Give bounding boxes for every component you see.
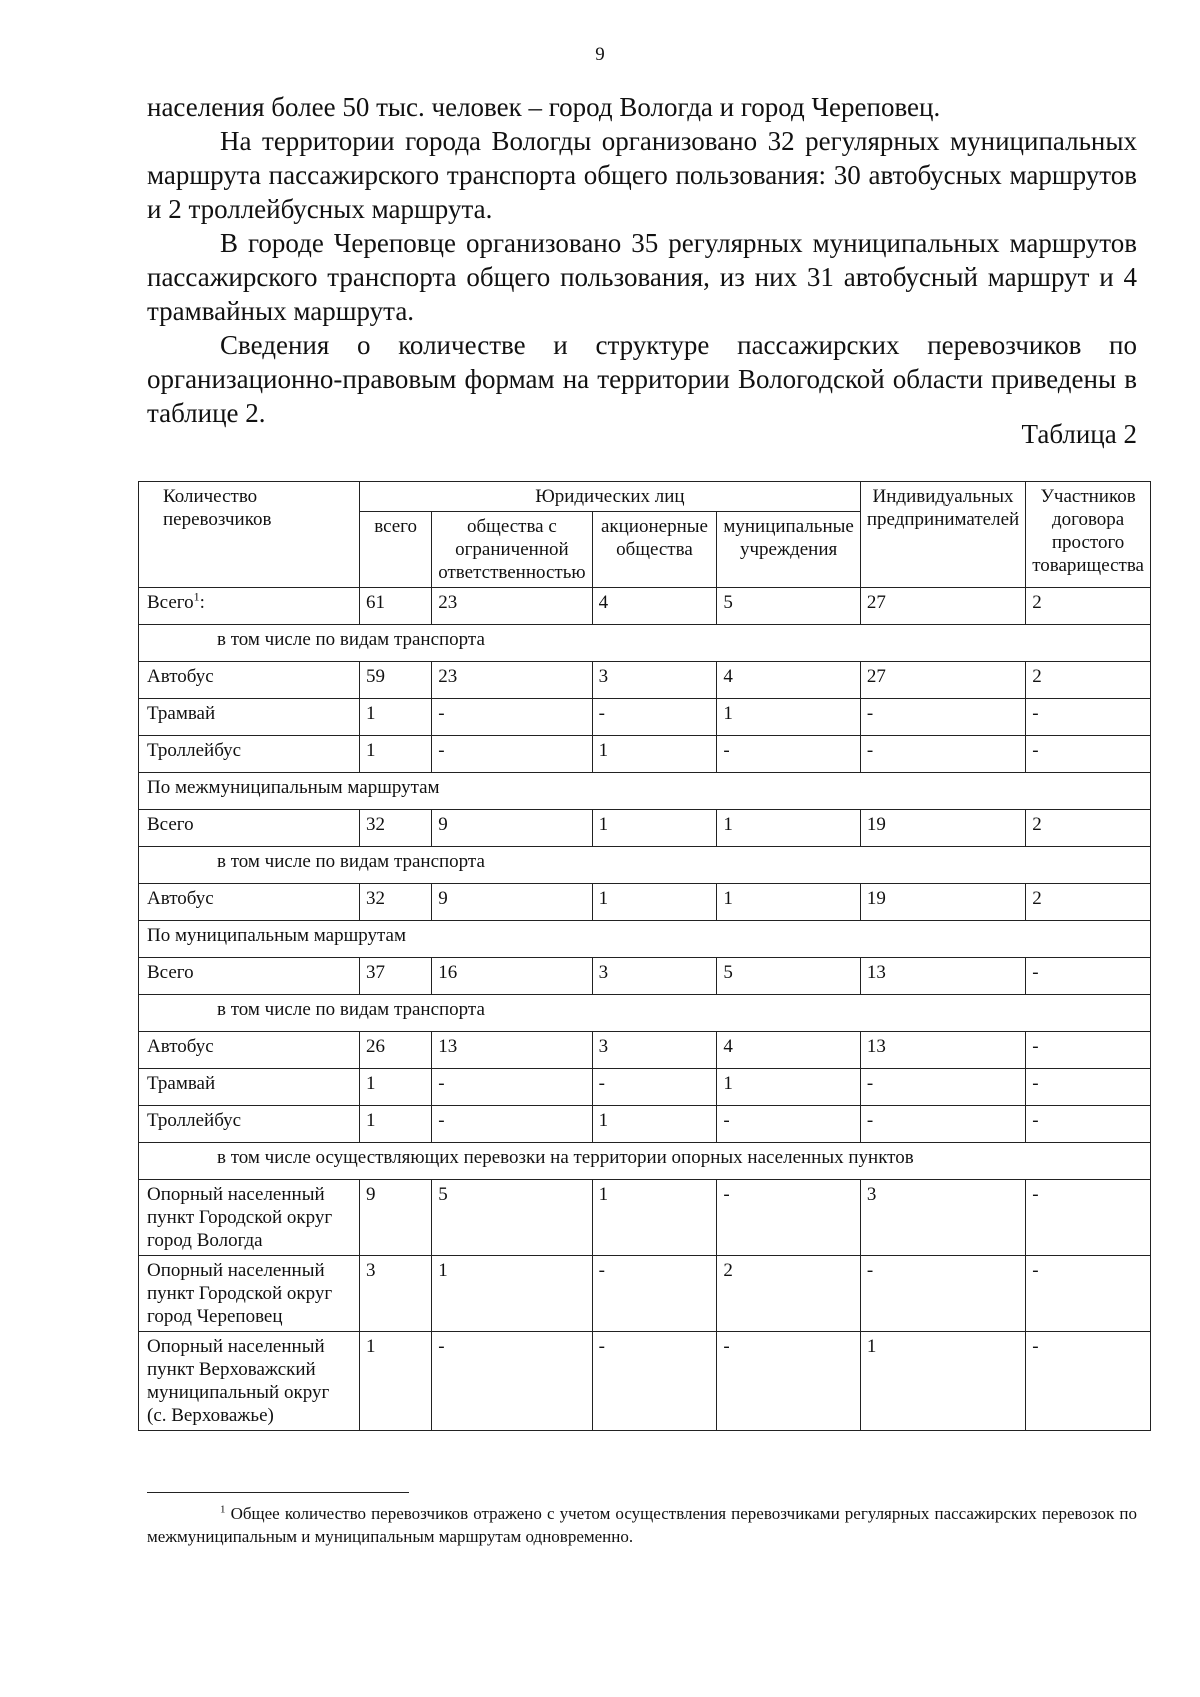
cell-llc: -: [432, 736, 592, 773]
cell-jsc: 1: [592, 1106, 717, 1143]
cell-total: 26: [359, 1032, 431, 1069]
cell-jsc: -: [592, 1069, 717, 1106]
table-row-total: [139, 588, 1151, 625]
cell-total: 1: [359, 699, 431, 736]
table-row: [139, 1106, 1151, 1143]
table-row: [139, 810, 1151, 847]
body-text: [147, 90, 1137, 430]
cell-individual: -: [860, 1256, 1025, 1332]
cell-partnership: -: [1026, 699, 1151, 736]
cell-jsc: -: [592, 699, 717, 736]
cell-total: 3: [359, 1256, 431, 1332]
cell-llc: 23: [432, 588, 592, 625]
row-label: Автобус: [139, 884, 360, 921]
cell-total: 1: [359, 736, 431, 773]
paragraph: В городе Череповце организовано 35 регулярных муниципальных маршрутов пассажирского транспорта общего пользования, из них 31 автобусный маршрут и 4 трамвайных маршрута.: [147, 228, 1137, 326]
cell-llc: -: [432, 1106, 592, 1143]
cell-llc: 5: [432, 1180, 592, 1256]
cell-municipal: -: [717, 1332, 860, 1431]
cell-individual: -: [860, 699, 1025, 736]
cell-partnership: -: [1026, 1180, 1151, 1256]
cell-municipal: 1: [717, 1069, 860, 1106]
cell-jsc: 3: [592, 958, 717, 995]
table-row: [139, 736, 1151, 773]
cell-llc: -: [432, 1332, 592, 1431]
footnote: [147, 1502, 1137, 1548]
header-total: всего: [359, 512, 431, 588]
section-heading: в том числе осуществляющих перевозки на территории опорных населенных пунктов: [139, 1143, 1151, 1180]
cell-individual: 19: [860, 884, 1025, 921]
header-individual: Индивидуальных предпринимателей: [860, 482, 1025, 588]
total-label-suffix: :: [199, 592, 205, 613]
row-label: Троллейбус: [139, 736, 360, 773]
section-row: [139, 773, 1151, 810]
cell-partnership: 2: [1026, 810, 1151, 847]
cell-municipal: 1: [717, 699, 860, 736]
cell-jsc: 1: [592, 884, 717, 921]
paragraph: населения более 50 тыс. человек – город Вологда и город Череповец.: [147, 92, 941, 122]
row-label: [139, 588, 360, 625]
table-row: [139, 1032, 1151, 1069]
cell-partnership: -: [1026, 1032, 1151, 1069]
cell-jsc: 1: [592, 736, 717, 773]
header-count: Количество перевозчиков: [139, 482, 360, 588]
cell-jsc: -: [592, 1256, 717, 1332]
cell-llc: -: [432, 1069, 592, 1106]
row-label: Опорный населенный пункт Городской округ город Череповец: [139, 1256, 360, 1332]
cell-partnership: 2: [1026, 588, 1151, 625]
row-label: Трамвай: [139, 699, 360, 736]
cell-municipal: -: [717, 1106, 860, 1143]
total-label: Всего: [147, 592, 194, 613]
section-row: [139, 1143, 1151, 1180]
footnote-mark: 1: [220, 1503, 226, 1516]
cell-total: 32: [359, 884, 431, 921]
header-jsc: акционерные общества: [592, 512, 717, 588]
cell-municipal: 5: [717, 958, 860, 995]
cell-individual: 1: [860, 1332, 1025, 1431]
section-row: [139, 625, 1151, 662]
section-row: [139, 995, 1151, 1032]
cell-individual: -: [860, 1106, 1025, 1143]
cell-partnership: 2: [1026, 884, 1151, 921]
cell-municipal: -: [717, 1180, 860, 1256]
row-label: Опорный населенный пункт Верховажский муниципальный округ (с. Верховажье): [139, 1332, 360, 1431]
cell-jsc: 3: [592, 662, 717, 699]
cell-municipal: 1: [717, 810, 860, 847]
row-label: Автобус: [139, 662, 360, 699]
row-label: Троллейбус: [139, 1106, 360, 1143]
cell-partnership: -: [1026, 1256, 1151, 1332]
cell-llc: 23: [432, 662, 592, 699]
cell-llc: 1: [432, 1256, 592, 1332]
cell-partnership: -: [1026, 958, 1151, 995]
cell-municipal: 1: [717, 884, 860, 921]
cell-individual: -: [860, 1069, 1025, 1106]
section-heading: в том числе по видам транспорта: [139, 625, 1151, 662]
table-row: [139, 1332, 1151, 1431]
section-heading: в том числе по видам транспорта: [139, 995, 1151, 1032]
cell-llc: 13: [432, 1032, 592, 1069]
footnote-divider: [147, 1492, 409, 1493]
cell-municipal: 5: [717, 588, 860, 625]
header-partnership: Участников договора простого товарищества: [1026, 482, 1151, 588]
header-llc: общества с ограниченной ответственностью: [432, 512, 592, 588]
table-row: [139, 958, 1151, 995]
section-heading: в том числе по видам транспорта: [139, 847, 1151, 884]
cell-total: 9: [359, 1180, 431, 1256]
cell-partnership: -: [1026, 1069, 1151, 1106]
table-caption: Таблица 2: [1021, 419, 1137, 449]
row-label: Автобус: [139, 1032, 360, 1069]
footnote-text: Общее количество перевозчиков отражено с учетом осуществления перевозчиками регулярных пассажирских перевозок по межмуниципальным и муниципальным маршрутам одновременно.: [147, 1504, 1137, 1546]
cell-partnership: -: [1026, 1106, 1151, 1143]
cell-individual: 19: [860, 810, 1025, 847]
row-label: Всего: [139, 810, 360, 847]
paragraph: На территории города Вологды организовано 32 регулярных муниципальных маршрута пассажирского транспорта общего пользования: 30 автобусных маршрутов и 2 троллейбусных маршрута.: [147, 126, 1137, 224]
cell-partnership: 2: [1026, 662, 1151, 699]
header-municipal: муниципальные учреждения: [717, 512, 860, 588]
table-row: [139, 1256, 1151, 1332]
section-row: [139, 847, 1151, 884]
table-row: [139, 884, 1151, 921]
table-body: [139, 588, 1151, 1431]
cell-total: 1: [359, 1069, 431, 1106]
cell-total: 1: [359, 1332, 431, 1431]
footnote-mark: 1: [193, 589, 200, 604]
cell-llc: 9: [432, 884, 592, 921]
cell-total: 61: [359, 588, 431, 625]
cell-individual: 13: [860, 958, 1025, 995]
cell-municipal: 4: [717, 662, 860, 699]
row-label: Всего: [139, 958, 360, 995]
cell-jsc: 1: [592, 1180, 717, 1256]
cell-municipal: 4: [717, 1032, 860, 1069]
paragraph: Сведения о количестве и структуре пассажирских перевозчиков по организационно-правовым формам на территории Вологодской области приведены в таблице 2.: [147, 330, 1137, 428]
header-legal: Юридических лиц: [359, 482, 860, 512]
cell-total: 59: [359, 662, 431, 699]
cell-individual: 3: [860, 1180, 1025, 1256]
table-row: [139, 662, 1151, 699]
cell-municipal: -: [717, 736, 860, 773]
cell-individual: 27: [860, 588, 1025, 625]
cell-municipal: 2: [717, 1256, 860, 1332]
cell-individual: 27: [860, 662, 1025, 699]
cell-llc: 16: [432, 958, 592, 995]
row-label: Трамвай: [139, 1069, 360, 1106]
table-row: [139, 699, 1151, 736]
cell-jsc: 1: [592, 810, 717, 847]
cell-jsc: 3: [592, 1032, 717, 1069]
table-row: [139, 1069, 1151, 1106]
section-row: [139, 921, 1151, 958]
cell-partnership: -: [1026, 736, 1151, 773]
row-label: Опорный населенный пункт Городской округ город Вологда: [139, 1180, 360, 1256]
section-heading: По межмуниципальным маршрутам: [139, 773, 1151, 810]
cell-individual: -: [860, 736, 1025, 773]
cell-partnership: -: [1026, 1332, 1151, 1431]
table-row: [139, 1180, 1151, 1256]
cell-total: 37: [359, 958, 431, 995]
cell-total: 1: [359, 1106, 431, 1143]
carriers-table: [138, 481, 1151, 1431]
cell-individual: 13: [860, 1032, 1025, 1069]
cell-llc: 9: [432, 810, 592, 847]
cell-jsc: -: [592, 1332, 717, 1431]
cell-total: 32: [359, 810, 431, 847]
cell-llc: -: [432, 699, 592, 736]
page-number: 9: [595, 44, 605, 65]
section-heading: По муниципальным маршрутам: [139, 921, 1151, 958]
cell-jsc: 4: [592, 588, 717, 625]
